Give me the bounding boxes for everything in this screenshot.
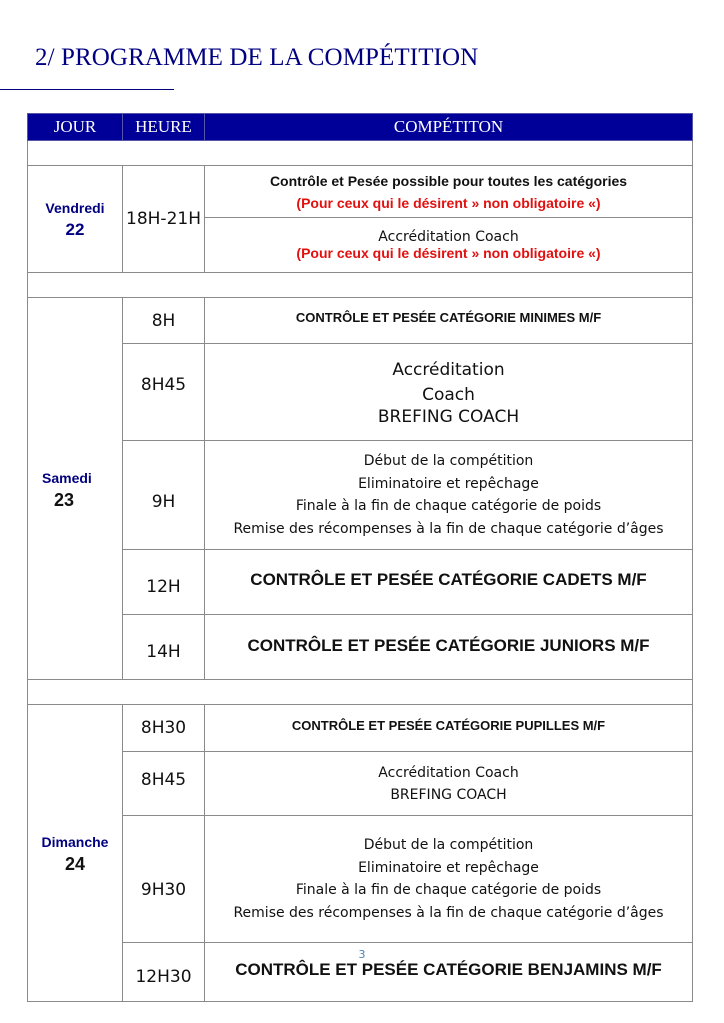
activity-cell xyxy=(205,218,693,273)
hour-cell: 8H30 xyxy=(123,705,205,752)
table-row xyxy=(28,615,693,680)
table-row xyxy=(28,441,693,550)
day-name: Vendredi xyxy=(45,200,105,216)
hour-cell: 9H30 xyxy=(123,816,205,943)
hour-cell: 14H xyxy=(123,615,205,680)
activity-main: Accréditation Coach xyxy=(378,229,519,245)
activity-cell xyxy=(205,298,693,344)
activity-line: BREFING COACH xyxy=(377,406,520,427)
activity-line: Eliminatoire et repêchage xyxy=(358,475,539,492)
activity-cell xyxy=(205,752,693,816)
activity-line: Remise des récompenses à la fin de chaque catégorie d’âges xyxy=(233,904,664,921)
hour-cell: 12H xyxy=(123,550,205,615)
activity-line: Eliminatoire et repêchage xyxy=(358,859,539,876)
activity-line: CONTRÔLE ET PESÉE CATÉGORIE JUNIORS M/F xyxy=(247,636,650,655)
spacer-row xyxy=(28,141,693,166)
hour-cell: 8H45 xyxy=(123,752,205,816)
table-row xyxy=(28,816,693,943)
activity-cell xyxy=(205,705,693,752)
activity-line: Finale à la fin de chaque catégorie de poids xyxy=(295,498,602,514)
table-row xyxy=(28,550,693,615)
table-header-row xyxy=(28,114,693,141)
activity-line: Début de la compétition xyxy=(363,837,534,853)
activity-main: Contrôle et Pesée possible pour toutes les catégories xyxy=(269,172,628,189)
header-day: JOUR xyxy=(28,114,123,141)
table-row xyxy=(28,752,693,816)
activity-note: (Pour ceux qui le désirent » non obligatoire «) xyxy=(296,245,601,261)
activity-cell xyxy=(205,441,693,550)
activity-line: Coach xyxy=(422,384,475,405)
activity-line: Accréditation xyxy=(392,359,505,380)
activity-cell xyxy=(205,344,693,441)
hour-cell: 8H xyxy=(123,298,205,344)
day-date: 22 xyxy=(65,220,85,239)
table-row xyxy=(28,705,693,752)
day-cell-saturday xyxy=(28,298,123,680)
hour-cell: 18H-21H xyxy=(123,166,205,273)
activity-line: Remise des récompenses à la fin de chaque catégorie d’âges xyxy=(233,520,664,537)
activity-line: BREFING COACH xyxy=(390,786,507,803)
competition-schedule-table xyxy=(27,113,693,1002)
activity-line: CONTRÔLE ET PESÉE CATÉGORIE CADETS M/F xyxy=(250,570,647,589)
table-row xyxy=(28,344,693,441)
activity-line: Finale à la fin de chaque catégorie de poids xyxy=(295,882,602,898)
page-title: 2/ PROGRAMME DE LA COMPÉTITION xyxy=(35,44,479,71)
day-name: Samedi xyxy=(42,469,92,486)
activity-line: Début de la compétition xyxy=(363,453,534,469)
hour-cell: 9H xyxy=(123,441,205,550)
hour-cell: 12H30 xyxy=(123,943,205,1002)
activity-cell xyxy=(205,550,693,615)
table-row xyxy=(28,298,693,344)
hour-cell: 8H45 xyxy=(123,344,205,441)
activity-line: CONTRÔLE ET PESÉE CATÉGORIE BENJAMINS M/F xyxy=(235,960,662,979)
activity-cell xyxy=(205,615,693,680)
day-cell-friday xyxy=(28,166,123,273)
day-name: Dimanche xyxy=(41,834,109,850)
activity-line: CONTRÔLE ET PESÉE CATÉGORIE MINIMES M/F xyxy=(295,310,602,325)
activity-cell xyxy=(205,166,693,218)
header-hour: HEURE xyxy=(123,114,205,141)
spacer-row xyxy=(28,680,693,705)
activity-note: (Pour ceux qui le désirent » non obligatoire «) xyxy=(296,194,601,211)
table-row xyxy=(28,166,693,218)
day-date: 23 xyxy=(54,489,75,510)
activity-line: CONTRÔLE ET PESÉE CATÉGORIE PUPILLES M/F xyxy=(291,717,606,733)
activity-cell xyxy=(205,816,693,943)
title-underline xyxy=(0,89,174,90)
activity-line: Accréditation Coach xyxy=(378,764,519,781)
day-date: 24 xyxy=(64,854,86,874)
spacer-row xyxy=(28,273,693,298)
page-number: 3 xyxy=(358,948,366,961)
header-competition: COMPÉTITON xyxy=(205,114,693,141)
